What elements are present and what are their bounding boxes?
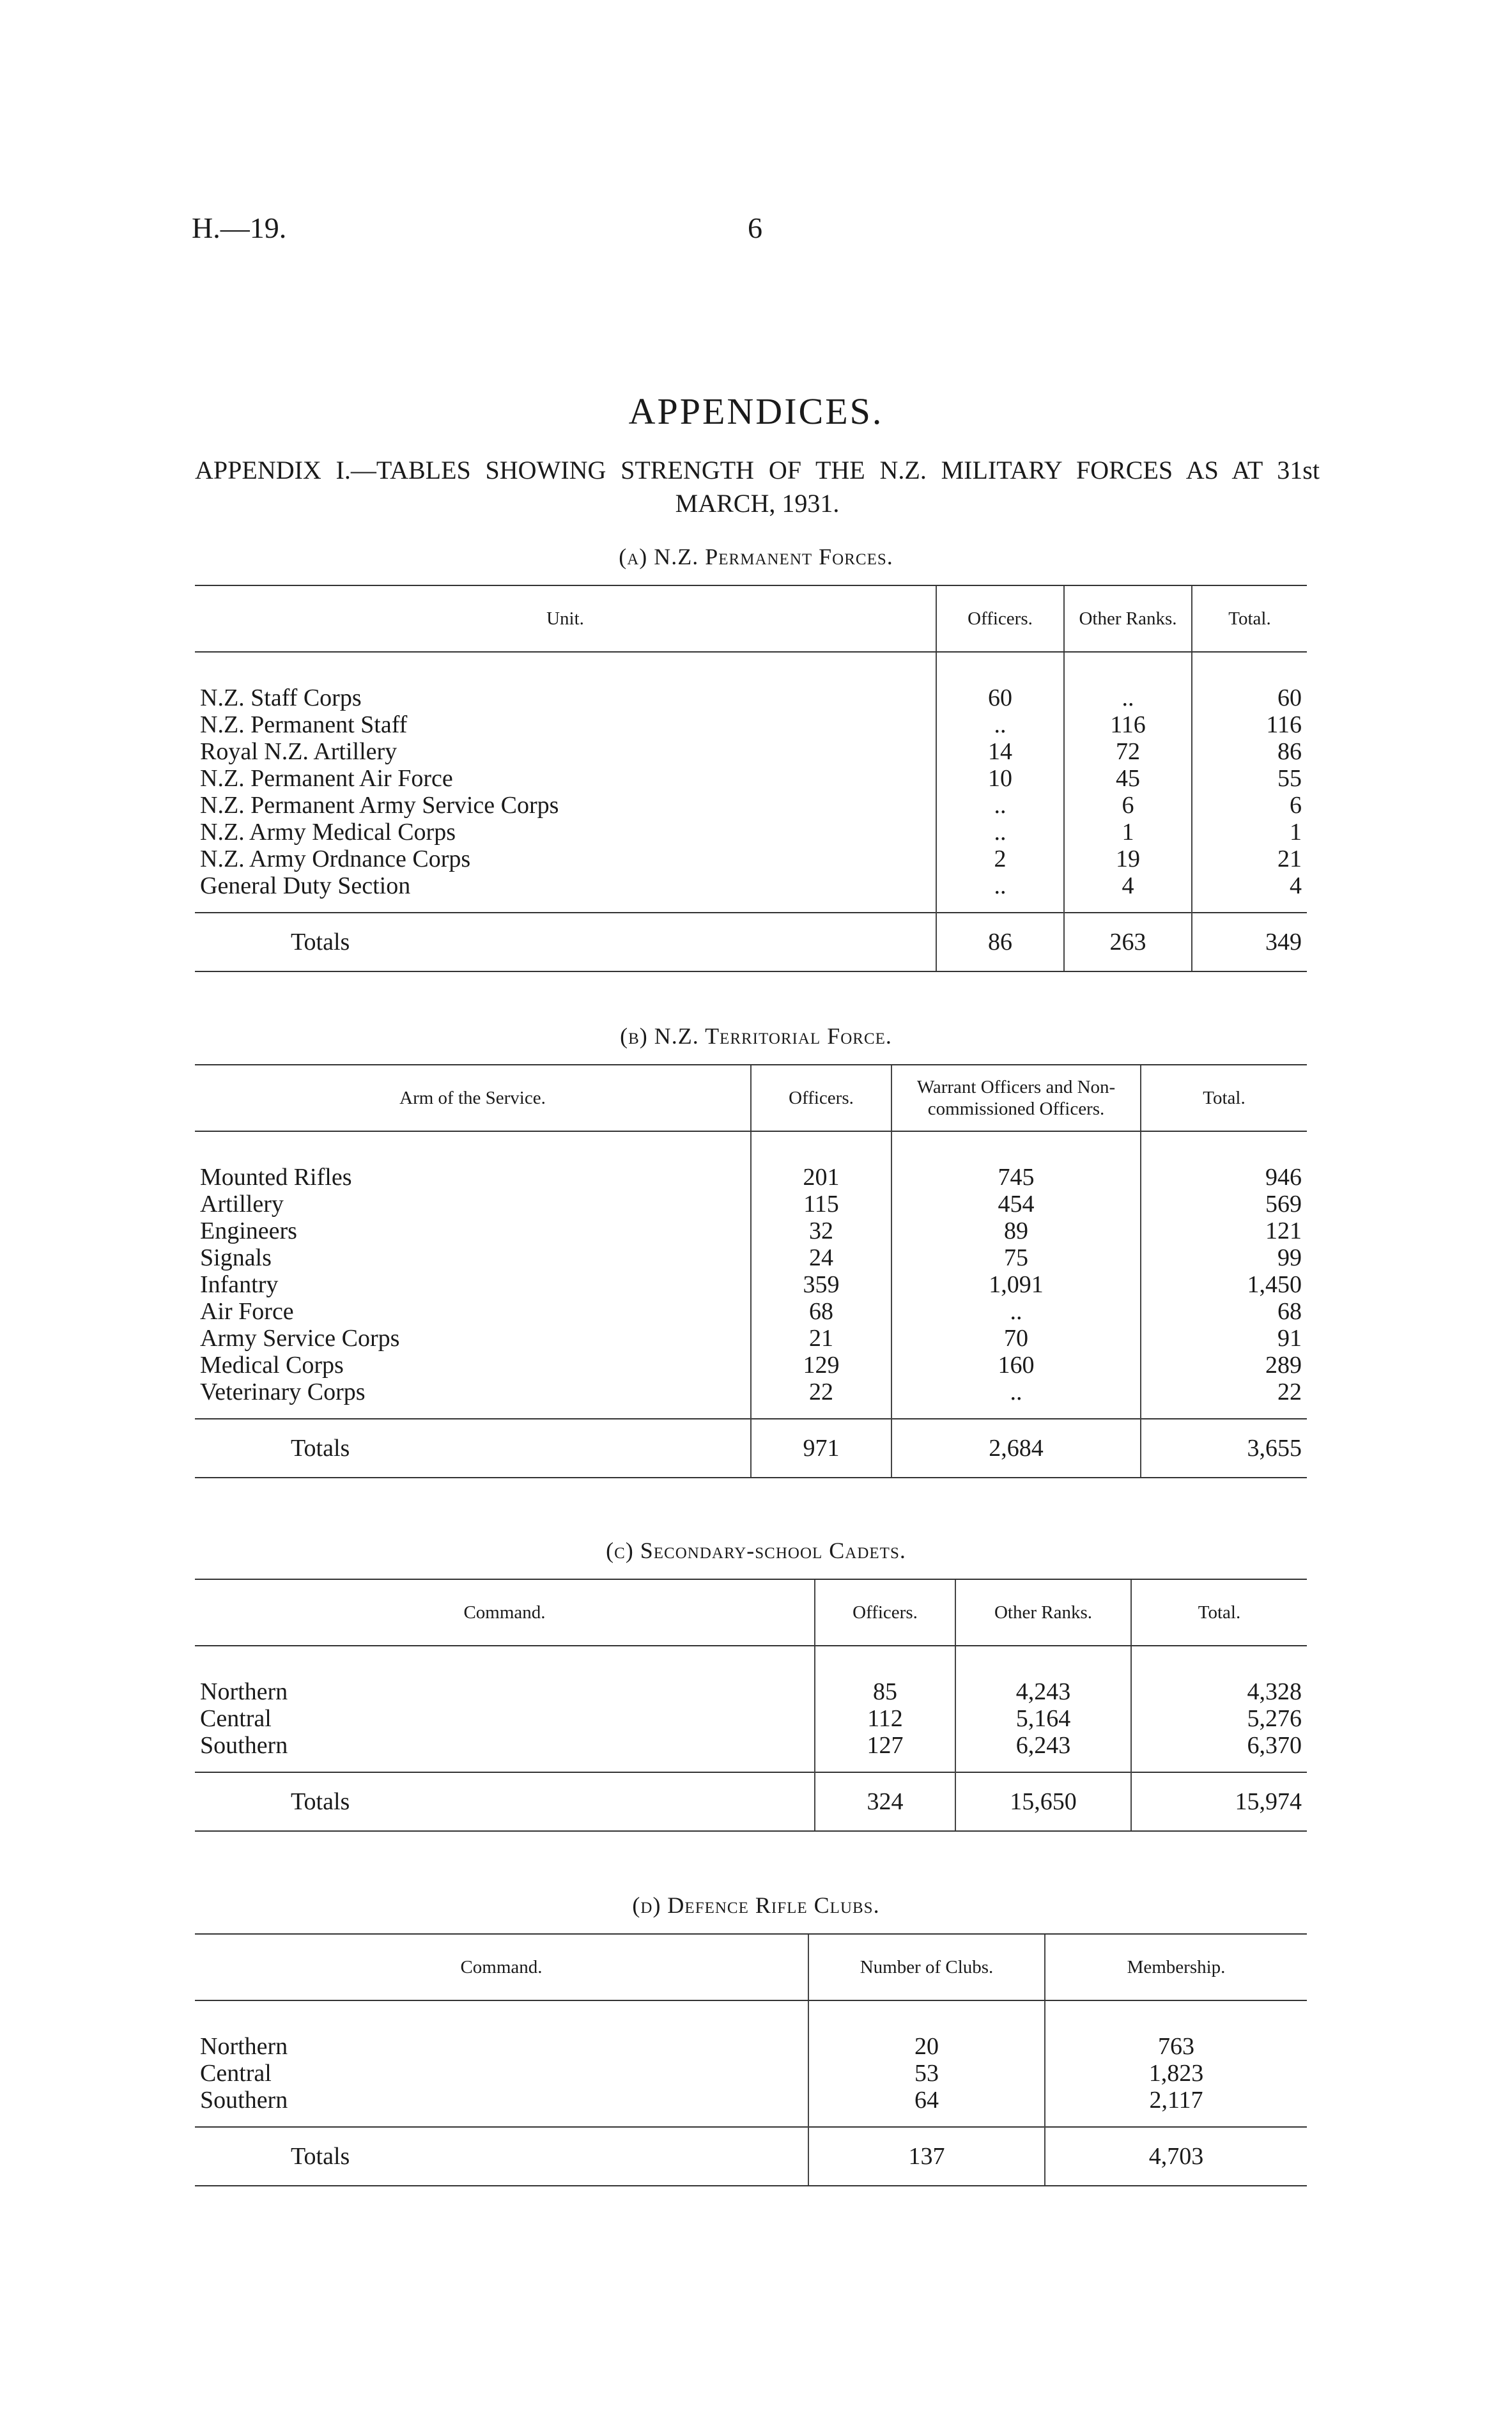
column-header: Arm of the Service. bbox=[195, 1065, 751, 1131]
table-d-caption: (d) Defence Rifle Clubs. bbox=[632, 1892, 880, 1918]
row-label: Southern bbox=[200, 1732, 288, 1759]
column-header: Other Ranks. bbox=[1064, 585, 1192, 652]
row-value: 129 bbox=[751, 1352, 891, 1379]
row-value: 4,328 bbox=[1131, 1646, 1307, 1705]
table-row bbox=[195, 1325, 1307, 1352]
table-secondary-school-cadets bbox=[195, 1579, 1307, 1832]
row-value: 569 bbox=[1141, 1191, 1307, 1218]
table-row bbox=[195, 1218, 1307, 1244]
row-label: N.Z. Army Medical Corps bbox=[200, 819, 456, 846]
column-header: Other Ranks. bbox=[955, 1579, 1131, 1646]
table-b-caption: (b) N.Z. Territorial Force. bbox=[620, 1023, 892, 1049]
row-value: 64 bbox=[808, 2087, 1045, 2127]
row-value: 1,091 bbox=[891, 1271, 1141, 1298]
row-value: 4 bbox=[1064, 872, 1192, 913]
table-row bbox=[195, 2087, 1307, 2127]
totals-value: 4,703 bbox=[1045, 2127, 1307, 2186]
row-value: 745 bbox=[891, 1131, 1141, 1191]
table-row bbox=[195, 792, 1307, 819]
totals-label: Totals bbox=[195, 1419, 751, 1478]
row-value: 60 bbox=[1192, 652, 1307, 711]
row-value: 22 bbox=[1141, 1379, 1307, 1419]
row-value: .. bbox=[936, 872, 1064, 913]
totals-row bbox=[195, 1419, 1307, 1478]
totals-value: 263 bbox=[1064, 913, 1192, 971]
table-c-caption: (c) Secondary-school Cadets. bbox=[606, 1538, 906, 1563]
table-row bbox=[195, 1271, 1307, 1298]
row-label: N.Z. Permanent Staff bbox=[200, 711, 408, 738]
table-row bbox=[195, 1705, 1307, 1732]
row-value: 6 bbox=[1064, 792, 1192, 819]
row-value: 21 bbox=[1192, 846, 1307, 872]
row-value: 72 bbox=[1064, 738, 1192, 765]
totals-value: 86 bbox=[936, 913, 1064, 971]
column-header: Command. bbox=[195, 1579, 815, 1646]
column-header: Warrant Officers and Non-commissioned Officers. bbox=[891, 1065, 1141, 1131]
row-value: 99 bbox=[1141, 1244, 1307, 1271]
row-value: 2,117 bbox=[1045, 2087, 1307, 2127]
table-row bbox=[195, 846, 1307, 872]
row-label: Central bbox=[200, 1705, 272, 1732]
row-label: Air Force bbox=[200, 1298, 294, 1325]
column-header: Total. bbox=[1141, 1065, 1307, 1131]
row-label: Royal N.Z. Artillery bbox=[200, 738, 397, 765]
row-value: 24 bbox=[751, 1244, 891, 1271]
row-label: Central bbox=[200, 2060, 272, 2087]
row-value: 1 bbox=[1064, 819, 1192, 846]
column-header: Command. bbox=[195, 1934, 808, 2000]
row-value: 6,243 bbox=[955, 1732, 1131, 1772]
row-label: Artillery bbox=[200, 1191, 284, 1218]
totals-value: 324 bbox=[815, 1772, 955, 1831]
row-value: 22 bbox=[751, 1379, 891, 1419]
totals-value: 3,655 bbox=[1141, 1419, 1307, 1478]
totals-value: 15,650 bbox=[955, 1772, 1131, 1831]
row-value: 55 bbox=[1192, 765, 1307, 792]
totals-row bbox=[195, 1772, 1307, 1831]
row-value: 89 bbox=[891, 1218, 1141, 1244]
table-row bbox=[195, 1131, 1307, 1191]
column-header: Officers. bbox=[936, 585, 1064, 652]
row-label: N.Z. Permanent Air Force bbox=[200, 765, 453, 792]
row-value: .. bbox=[891, 1298, 1141, 1325]
table-row bbox=[195, 1191, 1307, 1218]
column-header: Total. bbox=[1192, 585, 1307, 652]
document-reference: H.—19. bbox=[192, 212, 287, 244]
table-row bbox=[195, 872, 1307, 913]
row-value: 1,823 bbox=[1045, 2060, 1307, 2087]
column-header: Total. bbox=[1131, 1579, 1307, 1646]
column-header: Officers. bbox=[751, 1065, 891, 1131]
row-value: .. bbox=[936, 819, 1064, 846]
row-value: 5,276 bbox=[1131, 1705, 1307, 1732]
table-defence-rifle-clubs bbox=[195, 1933, 1307, 2186]
row-value: .. bbox=[891, 1379, 1141, 1419]
row-value: .. bbox=[936, 792, 1064, 819]
row-value: 19 bbox=[1064, 846, 1192, 872]
page-title: APPENDICES. bbox=[628, 390, 884, 432]
totals-row bbox=[195, 913, 1307, 971]
row-value: 112 bbox=[815, 1705, 955, 1732]
row-value: 160 bbox=[891, 1352, 1141, 1379]
appendix-subtitle: APPENDIX I.—TABLES SHOWING STRENGTH OF THE N.Z. MILITARY FORCES AS AT 31st MARCH, 1931. bbox=[195, 456, 1320, 518]
table-row bbox=[195, 711, 1307, 738]
row-label: Northern bbox=[200, 2033, 288, 2060]
row-value: 91 bbox=[1141, 1325, 1307, 1352]
table-row bbox=[195, 2000, 1307, 2060]
row-label: Northern bbox=[200, 1678, 288, 1705]
row-value: 14 bbox=[936, 738, 1064, 765]
column-header: Officers. bbox=[815, 1579, 955, 1646]
row-value: 53 bbox=[808, 2060, 1045, 2087]
row-value: 2 bbox=[936, 846, 1064, 872]
row-value: 201 bbox=[751, 1131, 891, 1191]
row-value: 1 bbox=[1192, 819, 1307, 846]
row-label: Medical Corps bbox=[200, 1352, 344, 1379]
row-value: 763 bbox=[1045, 2000, 1307, 2060]
row-value: 68 bbox=[1141, 1298, 1307, 1325]
totals-label: Totals bbox=[195, 1772, 815, 1831]
row-label: N.Z. Army Ordnance Corps bbox=[200, 846, 471, 872]
row-label: Army Service Corps bbox=[200, 1325, 400, 1352]
row-value: 359 bbox=[751, 1271, 891, 1298]
totals-label: Totals bbox=[195, 913, 936, 971]
row-value: 10 bbox=[936, 765, 1064, 792]
row-value: 289 bbox=[1141, 1352, 1307, 1379]
row-value: 68 bbox=[751, 1298, 891, 1325]
row-label: N.Z. Permanent Army Service Corps bbox=[200, 792, 559, 819]
row-value: 45 bbox=[1064, 765, 1192, 792]
row-label: Southern bbox=[200, 2087, 288, 2114]
row-value: 60 bbox=[936, 652, 1064, 711]
table-territorial-force bbox=[195, 1064, 1307, 1478]
row-value: 20 bbox=[808, 2000, 1045, 2060]
row-value: 127 bbox=[815, 1732, 955, 1772]
table-row bbox=[195, 1379, 1307, 1419]
row-value: 6,370 bbox=[1131, 1732, 1307, 1772]
column-header: Unit. bbox=[195, 585, 936, 652]
row-value: 6 bbox=[1192, 792, 1307, 819]
row-value: 116 bbox=[1192, 711, 1307, 738]
table-row bbox=[195, 1352, 1307, 1379]
table-row bbox=[195, 765, 1307, 792]
totals-value: 15,974 bbox=[1131, 1772, 1307, 1831]
row-label: N.Z. Staff Corps bbox=[200, 684, 362, 711]
totals-value: 2,684 bbox=[891, 1419, 1141, 1478]
table-header-row bbox=[195, 585, 1307, 652]
totals-value: 971 bbox=[751, 1419, 891, 1478]
row-label: Engineers bbox=[200, 1218, 297, 1244]
row-value: 75 bbox=[891, 1244, 1141, 1271]
table-row bbox=[195, 1732, 1307, 1772]
table-header-row bbox=[195, 1579, 1307, 1646]
row-value: 4 bbox=[1192, 872, 1307, 913]
row-value: 121 bbox=[1141, 1218, 1307, 1244]
row-value: .. bbox=[1064, 652, 1192, 711]
row-value: 5,164 bbox=[955, 1705, 1131, 1732]
table-row bbox=[195, 1298, 1307, 1325]
totals-value: 137 bbox=[808, 2127, 1045, 2186]
page-header bbox=[0, 211, 1512, 249]
row-label: Signals bbox=[200, 1244, 272, 1271]
page-number: 6 bbox=[748, 212, 762, 244]
row-label: Veterinary Corps bbox=[200, 1379, 366, 1405]
totals-value: 349 bbox=[1192, 913, 1307, 971]
table-row bbox=[195, 1244, 1307, 1271]
table-header-row bbox=[195, 1065, 1307, 1131]
totals-row bbox=[195, 2127, 1307, 2186]
table-row bbox=[195, 652, 1307, 711]
row-value: .. bbox=[936, 711, 1064, 738]
table-a-caption: (a) N.Z. Permanent Forces. bbox=[619, 544, 893, 569]
row-value: 70 bbox=[891, 1325, 1141, 1352]
column-header: Membership. bbox=[1045, 1934, 1307, 2000]
row-value: 454 bbox=[891, 1191, 1141, 1218]
table-permanent-forces bbox=[195, 585, 1307, 972]
table-row bbox=[195, 738, 1307, 765]
totals-label: Totals bbox=[195, 2127, 808, 2186]
row-label: General Duty Section bbox=[200, 872, 411, 899]
row-value: 4,243 bbox=[955, 1646, 1131, 1705]
row-value: 21 bbox=[751, 1325, 891, 1352]
table-row bbox=[195, 2060, 1307, 2087]
row-value: 85 bbox=[815, 1646, 955, 1705]
row-label: Infantry bbox=[200, 1271, 279, 1298]
table-row bbox=[195, 819, 1307, 846]
row-value: 86 bbox=[1192, 738, 1307, 765]
row-value: 946 bbox=[1141, 1131, 1307, 1191]
row-label: Mounted Rifles bbox=[200, 1164, 352, 1191]
row-value: 32 bbox=[751, 1218, 891, 1244]
column-header: Number of Clubs. bbox=[808, 1934, 1045, 2000]
row-value: 116 bbox=[1064, 711, 1192, 738]
row-value: 1,450 bbox=[1141, 1271, 1307, 1298]
table-header-row bbox=[195, 1934, 1307, 2000]
table-row bbox=[195, 1646, 1307, 1705]
row-value: 115 bbox=[751, 1191, 891, 1218]
